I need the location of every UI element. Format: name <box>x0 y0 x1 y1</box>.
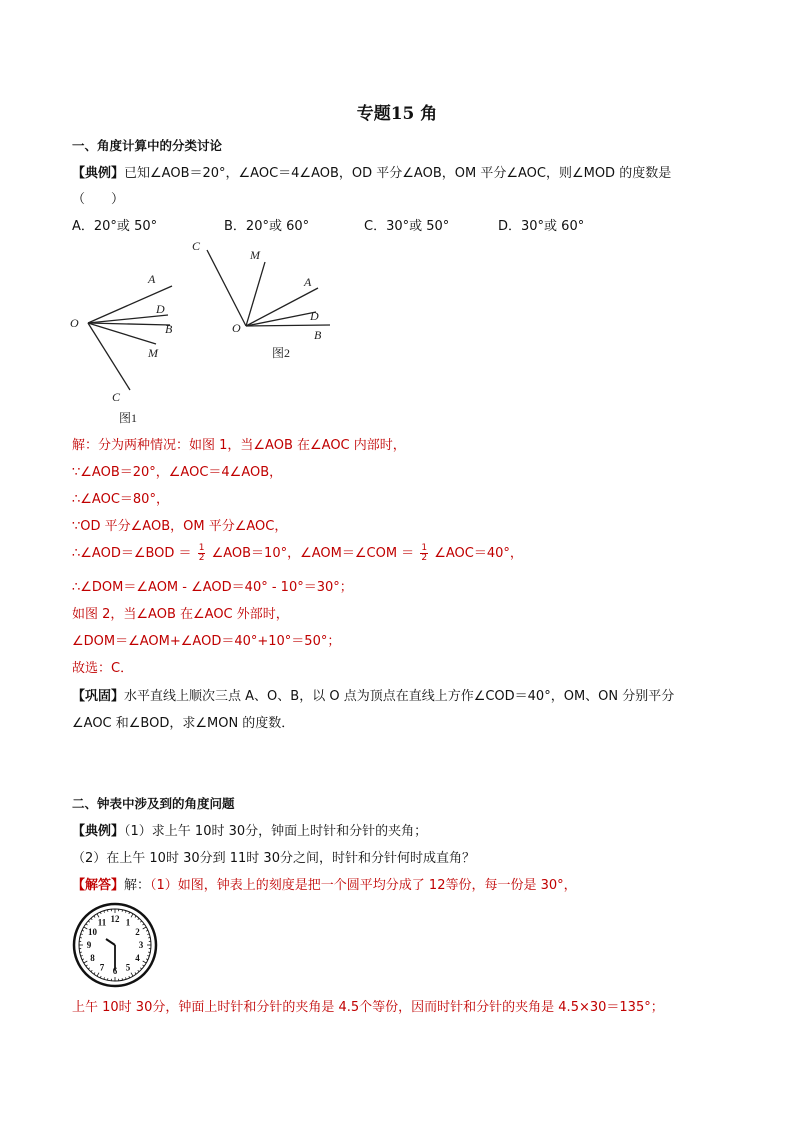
label-c: C <box>192 239 201 253</box>
label-m: M <box>250 248 260 262</box>
solution-line-5 <box>72 542 523 563</box>
hour-hand <box>106 939 115 945</box>
clock-number: 1 <box>125 917 131 928</box>
example-tag: 【典例】 <box>72 166 125 181</box>
page-title: 专题15 角 <box>356 104 438 124</box>
solution-line-6: ∴∠DOM＝∠AOM - ∠AOD＝40° - 10°＝30°； <box>72 580 353 595</box>
solution-line-1: 解：分为两种情况：如图 1，当∠AOB 在∠AOC 内部时， <box>72 438 406 453</box>
figure-2 <box>186 236 336 366</box>
solution-line-5b: ∠AOB＝10°，∠AOM＝∠COM ＝ <box>211 546 415 561</box>
clock-tick <box>143 924 145 925</box>
ray-oc <box>88 323 130 390</box>
clock-tick <box>100 976 101 978</box>
ray-ob <box>88 323 170 325</box>
figure-1 <box>66 266 186 426</box>
option-d: D．30°或 60° <box>498 219 585 234</box>
clock-tick <box>146 959 148 960</box>
ray-om <box>246 262 265 326</box>
clock-tick <box>84 961 87 963</box>
clock-number: 5 <box>125 962 131 973</box>
clock-number: 4 <box>135 953 140 963</box>
practice-line-1: 【巩固】水平直线上顺次三点 A、O、B，以 O 点为顶点在直线上方作∠COD＝40°，OM、ON 分别平分 <box>72 689 675 704</box>
clock-tick <box>97 973 99 976</box>
clock-tick <box>84 927 87 929</box>
figure-2-caption: 图2 <box>272 346 291 360</box>
clock-number: 9 <box>86 940 92 950</box>
clock-tick <box>91 918 92 919</box>
label-c: C <box>112 390 121 404</box>
figure-1-caption: 图1 <box>119 411 138 425</box>
solution-line-8: ∠DOM＝∠AOM+∠AOD＝40°+10°＝50°； <box>72 634 341 649</box>
example-text: 已知∠AOB＝20°，∠AOC＝4∠AOB，OD 平分∠AOB，OM 平分∠AOC，则∠MOD 的度数是 <box>124 166 672 181</box>
clock-tick <box>82 930 84 931</box>
label-b: B <box>165 322 173 336</box>
clock-tick <box>86 965 88 966</box>
practice-line-2: ∠AOC 和∠BOD，求∠MON 的度数． <box>72 716 295 731</box>
clock-tick <box>143 927 146 929</box>
clock-number: 7 <box>99 962 105 973</box>
fraction-half: $\frac{1}{2}$ <box>421 543 428 563</box>
clock-tick <box>86 924 88 925</box>
clock-tick <box>100 912 101 914</box>
clock-tick <box>143 965 145 966</box>
clock-tick <box>138 970 139 971</box>
clock-number: 11 <box>97 917 107 928</box>
solution-line-4: ∵OD 平分∠AOB，OM 平分∠AOC， <box>72 519 288 534</box>
clock-tick <box>88 921 89 922</box>
example-tag: 【典例】 <box>72 824 125 839</box>
label-o: O <box>232 321 241 335</box>
clock-tick <box>131 914 133 917</box>
label-m: M <box>148 346 158 360</box>
clock-tick <box>91 970 92 971</box>
answer-line-2: 上午 10时 30分，钟面上时针和分针的夹角是 4.5个等份，因而时针和分针的夹角是 4.5×30＝135°； <box>72 1000 664 1015</box>
clock-tick <box>131 973 133 976</box>
clock-number: 8 <box>90 953 95 963</box>
label-b: B <box>314 328 322 342</box>
ray-oa <box>246 288 318 326</box>
ray-ob <box>246 325 330 326</box>
section-2-heading: 二、钟表中涉及到的角度问题 <box>72 796 235 811</box>
solution-line-7: 如图 2，当∠AOB 在∠AOC 外部时， <box>72 607 289 622</box>
label-o: O <box>70 316 79 330</box>
clock-number: 2 <box>135 927 140 937</box>
clock-tick <box>140 921 141 922</box>
clock-tick <box>129 912 130 914</box>
clock-tick <box>135 916 136 918</box>
label-d: D <box>310 309 319 323</box>
example-blank: （ ） <box>72 192 125 207</box>
solution-line-5a: ∴∠AOD＝∠BOD ＝ <box>72 546 192 561</box>
clock-tick <box>129 976 130 978</box>
label-d: D <box>156 302 165 316</box>
ray-oc <box>207 250 246 326</box>
ray-om <box>88 323 156 344</box>
label-a: A <box>148 272 156 286</box>
section-1-heading: 一、角度计算中的分类讨论 <box>72 138 223 153</box>
answer-line-1: 【解答】解：（1）如图，钟表上的刻度是把一个圆平均分成了 12等份，每一份是 30°， <box>72 878 577 893</box>
clock-number: 6 <box>112 966 118 976</box>
solution-line-5c: ∠AOC＝40°， <box>434 546 523 561</box>
clock-number: 12 <box>110 914 120 924</box>
solution-line-3: ∴∠AOC＝80°， <box>72 492 169 507</box>
clock-tick <box>88 968 89 969</box>
option-a: A．20°或 50° <box>72 219 158 234</box>
clock-tick <box>146 930 148 931</box>
solution-line-9: 故选：C． <box>72 661 134 676</box>
clock-tick <box>82 959 84 960</box>
clock-tick <box>94 973 95 975</box>
clock-figure <box>72 902 158 988</box>
label-a: A <box>304 275 312 289</box>
answer-tag: 【解答】 <box>72 878 125 893</box>
clock-number: 10 <box>87 927 97 937</box>
example-2-line-2: （2）在上午 10时 30分到 11时 30分之间，时针和分针何时成直角？ <box>72 851 475 866</box>
clock-tick <box>94 916 95 918</box>
clock-tick <box>140 968 141 969</box>
solution-line-2: ∵∠AOB＝20°，∠AOC＝4∠AOB， <box>72 465 283 480</box>
example-1 <box>72 162 671 181</box>
example-2-line-1: 【典例】（1）求上午 10时 30分，钟面上时针和分针的夹角； <box>72 824 428 839</box>
clock-tick <box>143 961 146 963</box>
fraction-half: $\frac{1}{2}$ <box>198 543 205 563</box>
option-b: B．20°或 60° <box>224 219 310 234</box>
clock-tick <box>138 918 139 919</box>
clock-number: 3 <box>138 940 144 950</box>
ray-od <box>88 315 168 323</box>
ray-od <box>246 312 316 326</box>
clock-tick <box>135 973 136 975</box>
practice-tag: 【巩固】 <box>72 689 125 704</box>
option-c: C．30°或 50° <box>364 219 450 234</box>
